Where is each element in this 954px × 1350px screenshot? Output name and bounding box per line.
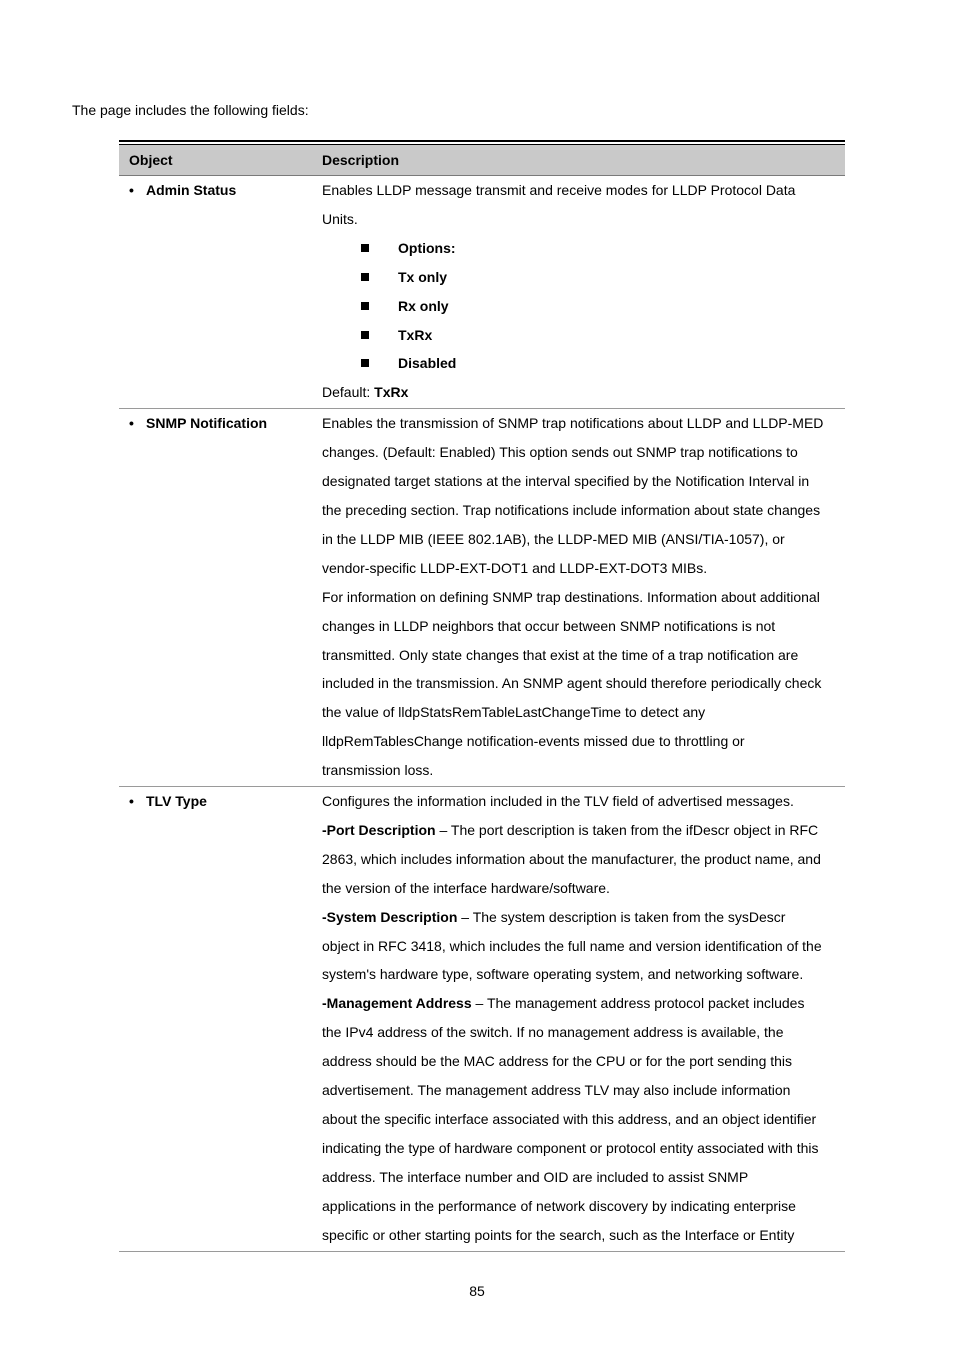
table-row — [119, 409, 845, 787]
option-item: Tx only — [322, 263, 839, 292]
bullet-icon: • — [129, 793, 134, 810]
system-description-line: -System Description – The system description is taken from the sysDescr — [322, 908, 786, 925]
object-cell — [119, 787, 312, 1251]
description-cell — [312, 409, 845, 786]
description-line: the preceding section. Trap notifications include information about state changes — [322, 501, 821, 518]
intro-text: The page includes the following fields: — [72, 102, 309, 118]
description-line: the value of lldpStatsRemTableLastChangeTime to detect any — [322, 704, 706, 721]
fields-table — [119, 140, 845, 1252]
description-line: about the specific interface associated with this address, and an object identifier — [322, 1111, 817, 1127]
option-item: TxRx — [322, 321, 839, 350]
bullet-icon: • — [129, 415, 134, 432]
square-bullet-icon — [361, 244, 369, 252]
description-line: Enables LLDP message transmit and receive modes for LLDP Protocol Data — [322, 182, 796, 198]
option-item: Rx only — [322, 292, 839, 321]
table-row — [119, 787, 845, 1252]
port-description-line: -Port Description – The port description is taken from the ifDescr object in RFC — [322, 821, 819, 838]
description-line: indicating the type of hardware component or protocol entity associated with this — [322, 1139, 819, 1156]
description-line: address. The interface number and OID are included to assist SNMP — [322, 1168, 749, 1185]
description-line: Configures the information included in the TLV field of advertised messages. — [322, 793, 794, 810]
default-line: Default: TxRx — [322, 384, 409, 401]
object-label: Admin Status — [146, 182, 237, 198]
description-line: applications in the performance of network discovery by indicating enterprise — [322, 1197, 796, 1214]
object-cell — [119, 409, 312, 786]
description-line: transmission loss. — [322, 762, 434, 779]
description-line: changes in LLDP neighbors that occur between SNMP notifications is not — [322, 617, 776, 634]
default-value: TxRx — [374, 384, 409, 401]
bullet-icon: • — [129, 182, 134, 198]
description-line: system's hardware type, software operating system, and networking software. — [322, 966, 804, 983]
object-label: SNMP Notification — [146, 415, 268, 432]
page-number: 85 — [469, 1283, 485, 1299]
description-line: specific or other starting points for the search, such as the Interface or Entity — [322, 1226, 795, 1243]
description-cell — [312, 787, 845, 1251]
description-line: address should be the MAC address for the CPU or for the port sending this — [322, 1053, 793, 1070]
management-address-line: -Management Address – The management address protocol packet includes — [322, 995, 805, 1012]
header-object: Object — [129, 152, 173, 168]
square-bullet-icon — [361, 331, 369, 339]
description-line: included in the transmission. An SNMP agent should therefore periodically check — [322, 675, 822, 692]
description-line: the version of the interface hardware/software. — [322, 879, 610, 896]
description-line: in the LLDP MIB (IEEE 802.1AB), the LLDP-MED MIB (ANSI/TIA-1057), or — [322, 530, 785, 547]
square-bullet-icon — [361, 359, 369, 367]
description-line: lldpRemTablesChange notification-events missed due to throttling or — [322, 733, 745, 750]
description-cell — [312, 176, 845, 408]
object-cell — [119, 176, 312, 408]
table-header — [119, 145, 845, 176]
option-item: Disabled — [322, 349, 839, 378]
description-line: vendor-specific LLDP-EXT-DOT1 and LLDP-EXT-DOT3 MIBs. — [322, 559, 708, 576]
description-line: advertisement. The management address TLV may also include information — [322, 1082, 791, 1099]
description-line: changes. (Default: Enabled) This option sends out SNMP trap notifications to — [322, 444, 798, 461]
option-item: Options: — [322, 234, 839, 263]
header-description: Description — [322, 152, 400, 168]
description-line: the IPv4 address of the switch. If no management address is available, the — [322, 1024, 784, 1041]
description-line: object in RFC 3418, which includes the full name and version identification of the — [322, 937, 822, 954]
description-line: 2863, which includes information about the manufacturer, the product name, and — [322, 850, 821, 867]
table-row — [119, 176, 845, 409]
description-line: designated target stations at the interval specified by the Notification Interval in — [322, 473, 810, 490]
description-line: Units. — [322, 210, 358, 227]
square-bullet-icon — [361, 273, 369, 281]
description-line: Enables the transmission of SNMP trap notifications about LLDP and LLDP-MED — [322, 415, 824, 432]
object-label: TLV Type — [146, 793, 207, 810]
description-line: For information on defining SNMP trap destinations. Information about additional — [322, 588, 820, 605]
square-bullet-icon — [361, 302, 369, 310]
description-line: transmitted. Only state changes that exist at the time of a trap notification are — [322, 646, 799, 663]
